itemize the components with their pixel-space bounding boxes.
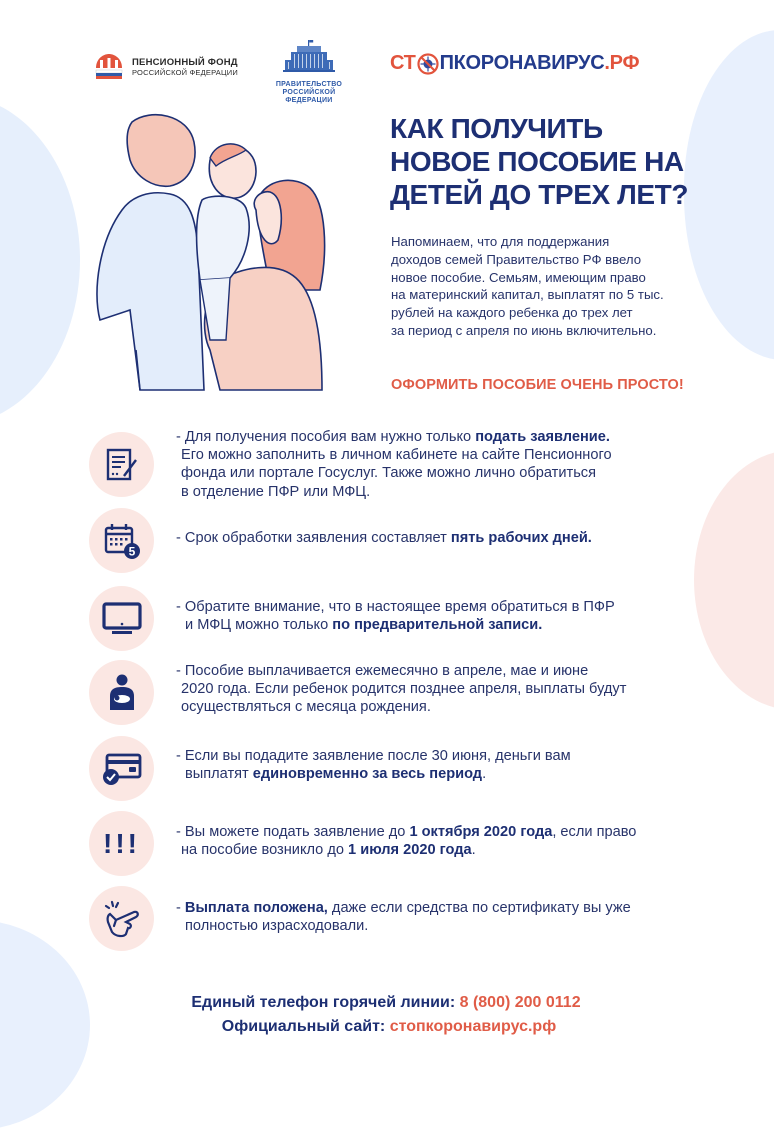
decorative-blob	[694, 450, 774, 710]
info-item-lump-sum	[89, 736, 571, 801]
text-line: - Если вы подадите заявление после 30 июня, деньги вам	[176, 748, 571, 764]
family-illustration	[70, 100, 370, 395]
intro-line: доходов семей Правительство РФ ввело	[391, 251, 642, 267]
icon-circle	[89, 508, 154, 573]
item-text	[176, 428, 612, 501]
title-line: КАК ПОЛУЧИТЬ	[390, 113, 603, 144]
footer-contacts	[0, 991, 774, 1039]
monitor-icon	[101, 601, 143, 637]
pfr-emblem-icon	[92, 50, 126, 84]
intro-line: новое пособие. Семьям, имеющим право	[391, 269, 646, 285]
svg-text:5: 5	[128, 544, 135, 558]
text-line: - Пособие выплачивается ежемесячно в апреле, мае и июне	[176, 663, 589, 679]
item-text	[176, 598, 615, 634]
website-line	[4, 1015, 774, 1039]
calendar-5-icon	[103, 522, 141, 560]
info-item-payment-guaranteed	[89, 886, 631, 951]
call-to-action-heading: ОФОРМИТЬ ПОСОБИЕ ОЧЕНЬ ПРОСТО!	[391, 377, 684, 393]
mother-baby-icon	[107, 674, 137, 712]
item-text	[176, 662, 626, 717]
info-item-application	[89, 429, 612, 500]
item-text	[176, 529, 592, 547]
text-line: и МФЦ можно только по предварительной записи.	[185, 617, 543, 634]
icon-circle	[89, 660, 154, 725]
text-line: - Срок обработки заявления составляет пять рабочих дней.	[176, 530, 592, 546]
government-name-3: ФЕДЕРАЦИИ	[285, 97, 333, 104]
logo-part-1: СТ	[390, 52, 416, 74]
logo-part-2: ПКОРОНАВИРУС	[439, 52, 605, 74]
text-line: фонда или портале Госуслуг. Также можно лично обратиться	[181, 465, 596, 482]
pfr-name: ПЕНСИОННЫЙ ФОНД	[132, 57, 238, 68]
government-name-1: ПРАВИТЕЛЬСТВО	[275, 81, 343, 88]
logo-part-3: .РФ	[604, 52, 640, 74]
title-line: НОВОЕ ПОСОБИЕ НА	[390, 146, 684, 177]
government-name-2: РОССИЙСКОЙ	[282, 89, 336, 96]
title-line: ДЕТЕЙ ДО ТРЕХ ЛЕТ?	[390, 179, 689, 210]
text-line: - Для получения пособия вам нужно только подать заявление.	[176, 429, 610, 445]
government-building-icon	[283, 40, 335, 76]
icon-circle	[89, 886, 154, 951]
intro-line: Напоминаем, что для поддержания	[391, 234, 610, 249]
text-line: 2020 года. Если ребенок родится позднее апреля, выплаты будут	[181, 681, 627, 698]
info-item-monthly-payment	[89, 660, 627, 725]
decorative-blob	[0, 95, 80, 425]
document-edit-icon	[105, 447, 139, 483]
hotline-label: Единый телефон горячей линии:	[191, 994, 460, 1011]
text-line: полностью израсходовали.	[185, 918, 369, 935]
text-line: в отделение ПФР или МФЦ.	[181, 483, 371, 500]
item-text	[176, 899, 631, 935]
icon-circle	[89, 811, 154, 876]
intro-line: за период с апреля по июнь включительно.	[391, 322, 657, 338]
card-check-icon	[101, 752, 143, 786]
website-label: Официальный сайт:	[221, 1018, 390, 1035]
item-text	[176, 823, 636, 859]
stopcoronavirus-logo	[390, 52, 639, 75]
fingers-snap-icon	[104, 900, 140, 938]
icon-circle	[89, 586, 154, 651]
pfr-logo	[92, 50, 238, 84]
intro-line: рублей на каждого ребенка до трех лет	[391, 305, 633, 321]
icon-circle	[89, 736, 154, 801]
text-line: - Выплата положена, даже если средства по сертификату вы уже	[176, 900, 631, 916]
intro-paragraph	[391, 233, 721, 340]
website-link[interactable]: стопкоронавирус.рф	[389, 1018, 557, 1035]
text-line: на пособие возникло до 1 июля 2020 года.	[181, 842, 476, 859]
hotline-line	[0, 991, 774, 1015]
item-text	[176, 747, 571, 783]
intro-line: на материнский капитал, выплатят по 5 тыс.	[391, 287, 664, 303]
text-line: - Обратите внимание, что в настоящее время обратиться в ПФР	[176, 599, 615, 615]
hotline-number[interactable]: 8 (800) 200 0112	[459, 994, 581, 1011]
text-line: - Вы можете подать заявление до 1 октября 2020 года, если право	[176, 824, 637, 840]
info-item-processing-time	[89, 508, 592, 573]
text-line: осуществляться с месяца рождения.	[181, 699, 431, 716]
government-logo	[274, 40, 344, 105]
text-line: выплатят единовременно за весь период.	[185, 766, 487, 783]
info-item-deadline	[89, 811, 637, 876]
text-line: Его можно заполнить в личном кабинете на сайте Пенсионного	[181, 447, 612, 464]
virus-crossed-icon	[417, 53, 439, 75]
page-title	[390, 112, 688, 211]
pfr-subname: РОССИЙСКОЙ ФЕДЕРАЦИИ	[132, 68, 238, 77]
info-item-appointment	[89, 586, 615, 651]
exclamation-icon: !!!	[103, 827, 140, 859]
icon-circle	[89, 432, 154, 497]
